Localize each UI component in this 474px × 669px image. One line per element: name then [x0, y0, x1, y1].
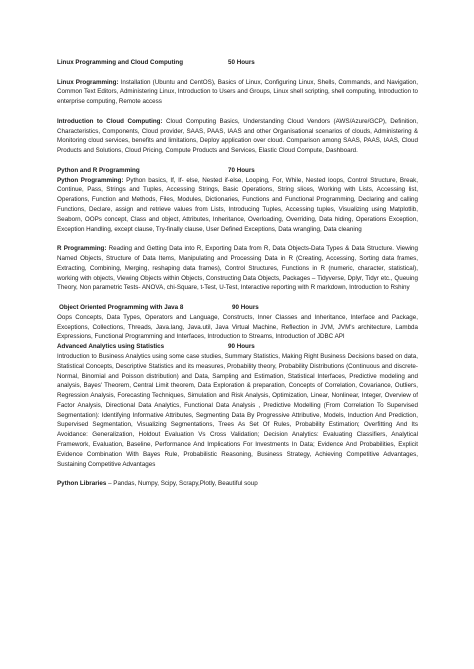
section-heading-analytics: [57, 342, 418, 352]
section-title: Object Oriented Programming with Java 8: [59, 303, 184, 311]
section-hours: 50 Hours: [228, 59, 255, 66]
topic-text: Cloud Computing Basics, Understanding Cloud Vendors (AWS/Azure/GCP), Definition, Characteristics, Components, Cloud provider, SAAS, PAAS, IAAS and other Organisational scenarios of clouds, Administering & Monitoring cloud services, benefits and limitations, Deploy application over cloud. Comparison among SAAS, PAAS, IAAS, Cloud Products and Solutions, Cloud Pricing, Compute Products and Services, Elastic Cloud Compute, Dashboard.: [57, 117, 419, 155]
paragraph-r-programming: [57, 244, 418, 293]
paragraph-python-programming: [57, 176, 418, 235]
topic-text: Python basics, If, If- else, Nested if-else, Looping, For, While, Nested loops, Control Structure, Break, Continue, Pass, Strings and Tuples, Accessing Strings, Basic Operations, String slices, Working with Lists, Accessing list, Operations, Function and Methods, Files, Modules, Dictionaries, Functions and Functional Programming, Declaring and calling Functions, Declare, assign and retrieve values from Lists, Introducing Tuples, Accessing tuples, Visualizing using Matplotlib, Seaborn, OOPs concept, Class and object, Attributes, Inheritance, Overloading, Overriding, Data hiding, Operations Exception, Exception Handling, except clause, Try-finally clause, User Defined Exceptions, Data wrangling, Data cleaning: [57, 176, 418, 233]
section-title: Advanced Analytics using Statistics: [57, 343, 165, 351]
topic-text: – Pandas, Numpy, Scipy, Scrapy,Plotly, Beautiful soup: [106, 480, 258, 488]
topic-text: Installation (Ubuntu and CentOS), Basics of Linux, Configuring Linux, Shells, Commands, and Navigation, Common Text Editors, Administering Linux, Introduction to Users and Groups, Linux shell scripting, shell computing, Introduction to enterprise computing, Remote access: [57, 78, 418, 106]
section-title: Linux Programming and Cloud Computing: [57, 59, 184, 66]
topic-label: R Programming:: [57, 245, 107, 253]
syllabus-page: [57, 58, 418, 489]
paragraph-analytics: Introduction to Business Analytics using some case studies, Summary Statistics, Making Right Business Decisions based on data, Statistical Concepts, Descriptive Statistics and its measures, Probability theory, Probability Distributions (Continuous and discrete- Normal, Binomial and Poisson distribution) and Data, Sampling and Estimation, Statistical Interfaces, Predictive modeling and analysis, Bayes' Theorem, Central Limit theorem, Data Exploration & preparation, Concepts of Correlation, Covariance, Outliers, Regression Analysis, Forecasting Techniques, Simulation and Risk Analysis, Optimization, Linear, Nonlinear, Integer, Overview of Factor Analysis, Directional Data Analytics, Functional Data Analysis , Predictive Modelling (From Correlation To Supervised Segmentation): Identifying Informative Attributes, Segmenting Data By Progressive Attributive, Models, Induction And Prediction, Supervised Segmentation, Visualizing Segmentations, Trees As Set Of Rules, Probability Estimation; Overfitting And Its Avoidance: Generalization, Holdout Evaluation Vs Cross Validation; Decision Analytics: Evaluating Classifiers, Analytical Framework, Evaluation, Baseline, Performance And Implications For Investments In Data; Evidence And Probabilities, Explicit Evidence Combination With Bayes Rule, Probabilistic Reasoning, Business Strategy, Achieving Competitive Advantages, Sustaining Competitive Advantages: [57, 352, 418, 468]
topic-label: Introduction to Cloud Computing:: [57, 117, 163, 125]
topic-label: Linux Programming:: [57, 78, 119, 86]
section-heading-java: [57, 303, 418, 313]
paragraph-python-libraries: [57, 479, 418, 489]
topic-text: Reading and Getting Data into R, Exporting Data from R, Data Objects-Data Types & Data Structure. Viewing Named Objects, Structure of Data Items, Manipulating and Processing Data in R (Creating, Accessing, Sorting data frames, Extracting, Combining, Merging, reshaping data frames), Control Structures, Functions in R (numeric, character, statistical), working with objects, Viewing Objects within Objects, Constructing Data Objects, Packages – Tidyverse, Dplyr, Tidyr etc., Queuing Theory, Non parametric Tests- ANOVA, chi-Square, t-Test, U-Test, Interactive reporting with R markdown, Introduction to Rshiny: [57, 245, 418, 292]
section-hours: 90 Hours: [232, 303, 259, 311]
section-title: Python and R Programming: [57, 166, 140, 174]
section-hours: 90 Hours: [228, 343, 255, 351]
topic-label: Python Libraries: [57, 480, 107, 488]
paragraph-cloud-computing: [57, 117, 418, 156]
paragraph-java: Oops Concepts, Data Types, Operators and Language, Constructs, Inner Classes and Inheritance, Interface and Package, Exceptions, Collections, Threads, Java.lang, Java.util, Java Virtual Machine, Reflection in JVM, JVM's architecture, Lambda Expressions, Functional Programming and Interfaces, Introduction to Streams, Introduction of JDBC API: [57, 313, 418, 341]
section-hours: 70 Hours: [228, 166, 255, 174]
section-heading-python-r: [57, 166, 418, 176]
section-heading-linux-cloud: [57, 58, 418, 68]
paragraph-linux-programming: [57, 78, 418, 107]
topic-label: Python Programming:: [57, 176, 124, 184]
